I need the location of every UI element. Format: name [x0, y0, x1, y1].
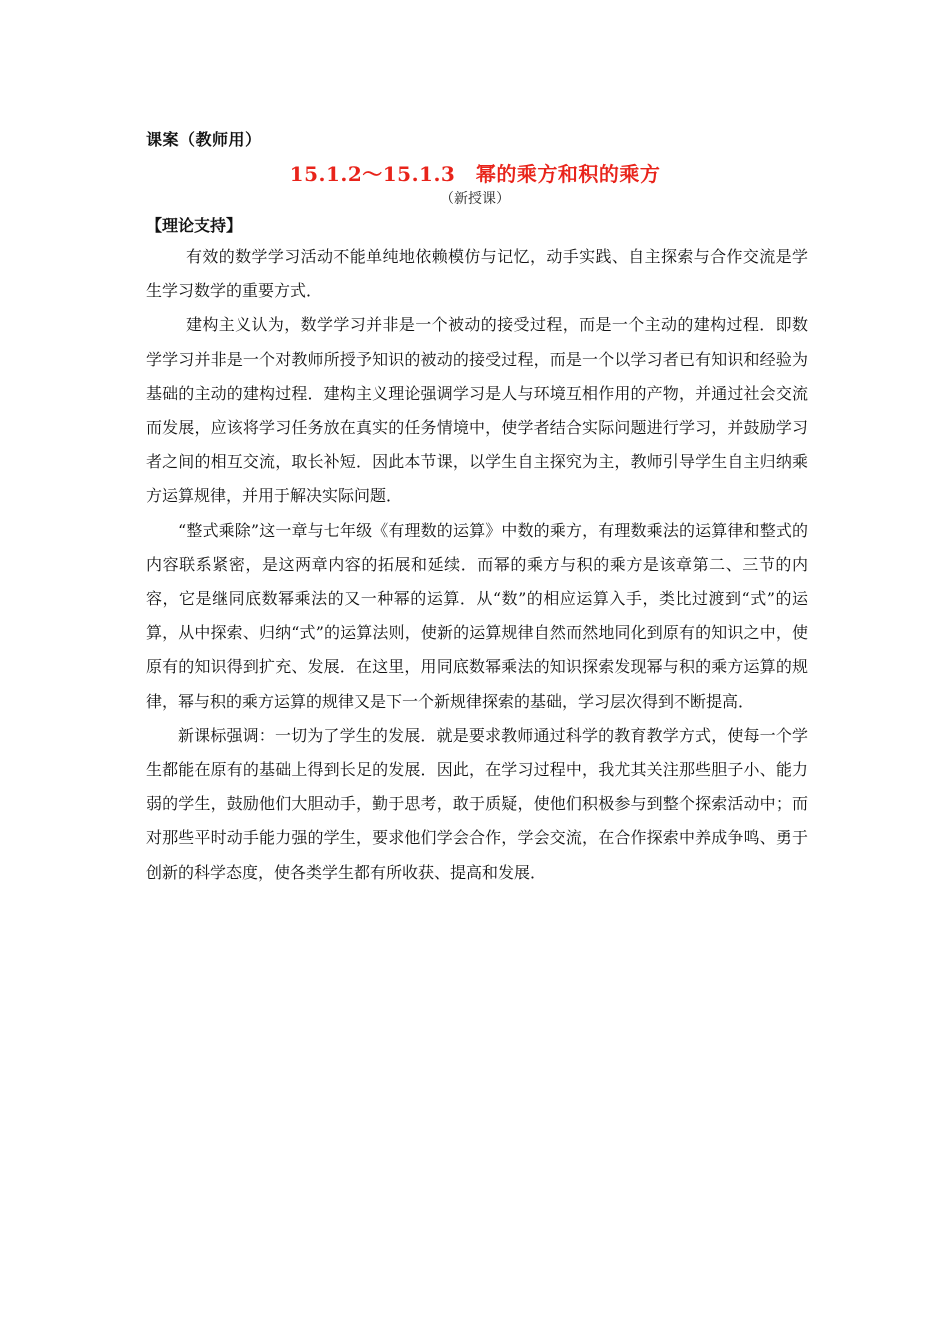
body-text	[146, 240, 808, 890]
page-title: 15.1.2～15.1.3 幂的乘方和积的乘方	[289, 162, 661, 186]
paragraph-2: 建构主义认为，数学学习并非是一个被动的接受过程，而是一个主动的建构过程．即数学学习并非是一个对教师所授予知识的被动的接受过程，而是一个以学习者已有知识和经验为基础的主动的建构过程．建构主义理论强调学习是人与环境互相作用的产物，并通过社会交流而发展，应该将学习任务放在真实的任务情境中，使学者结合实际问题进行学习，并鼓励学习者之间的相互交流，取长补短．因此本节课，以学生自主探究为主，教师引导学生自主归纳乘方运算规律，并用于解决实际问题．	[146, 315, 808, 506]
paragraph-4: 新课标强调：一切为了学生的发展．就是要求教师通过科学的教育教学方式，使每一个学生都能在原有的基础上得到长足的发展．因此，在学习过程中，我尤其关注那些胆子小、能力弱的学生，鼓励他们大胆动手，勤于思考，敢于质疑，使他们积极参与到整个探索活动中；而对那些平时动手能力强的学生，要求他们学会合作，学会交流，在合作探索中养成争鸣、勇于创新的科学态度，使各类学生都有所收获、提高和发展．	[146, 725, 808, 882]
header-label: 课案（教师用）	[146, 130, 262, 149]
paragraph-1: 有效的数学学习活动不能单纯地依赖模仿与记忆，动手实践、自主探索与合作交流是学生学习数学的重要方式．	[146, 247, 808, 301]
page-subtitle: （新授课）	[440, 191, 510, 207]
section-heading: 【理论支持】	[146, 216, 243, 235]
paragraph-3: “整式乘除”这一章与七年级《有理数的运算》中数的乘方，有理数乘法的运算律和整式的内容联系紧密，是这两章内容的拓展和延续．而幂的乘方与积的乘方是该章第二、三节的内容，它是继同底数幂乘法的又一种幂的运算．从“数”的相应运算入手，类比过渡到“式”的运算，从中探索、归纳“式”的运算法则，使新的运算规律自然而然地同化到原有的知识之中，使原有的知识得到扩充、发展．在这里，用同底数幂乘法的知识探索发现幂与积的乘方运算的规律，幂与积的乘方运算的规律又是下一个新规律探索的基础，学习层次得到不断提高．	[146, 520, 808, 711]
